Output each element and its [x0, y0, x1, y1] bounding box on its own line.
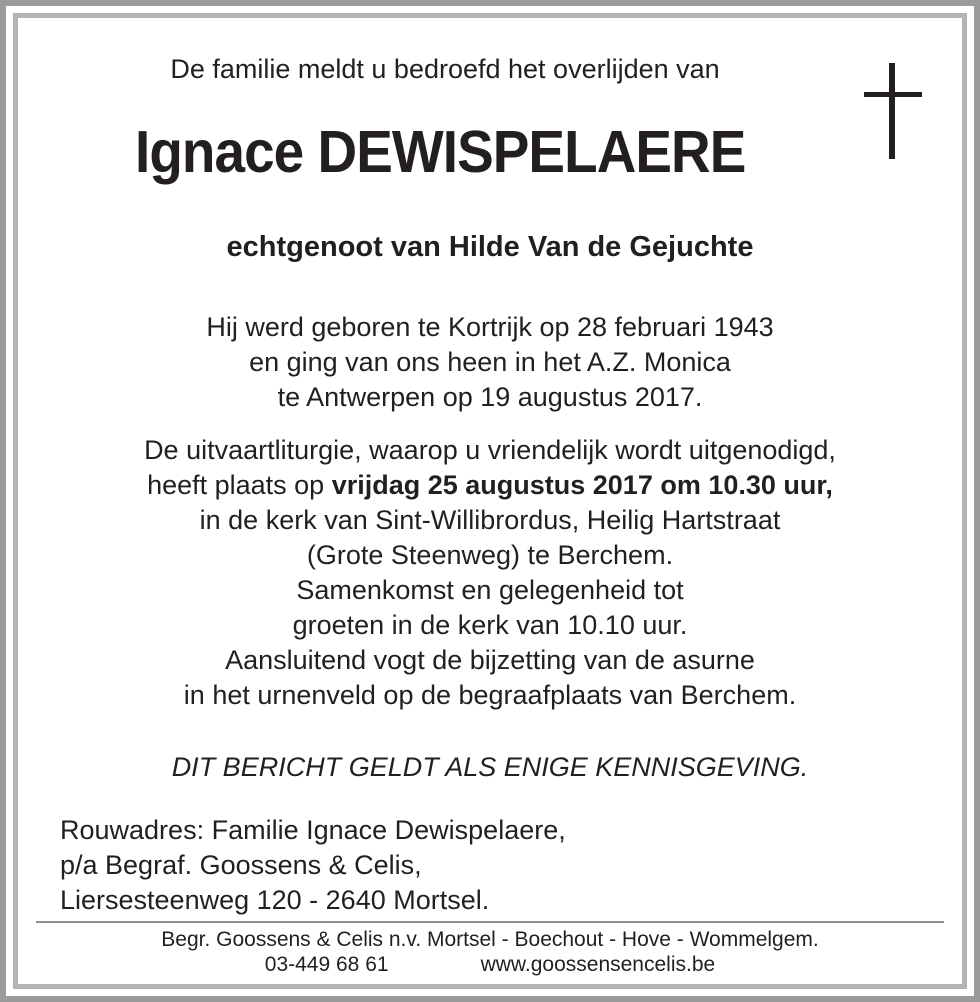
ceremony-line: (Grote Steenweg) te Berchem. — [306, 540, 674, 570]
ceremony-date-line — [0, 468, 980, 503]
mourning-address — [60, 813, 566, 918]
bio-line: te Antwerpen op 19 augustus 2017. — [277, 382, 703, 412]
bio-paragraph — [0, 310, 980, 415]
address-line: p/a Begraf. Goossens & Celis, — [60, 850, 422, 880]
ceremony-line: Samenkomst en gelegenheid tot — [296, 575, 684, 605]
bio-line: en ging van ons heen in het A.Z. Monica — [249, 347, 731, 377]
intro-text: De familie meldt u bedroefd het overlijden van — [170, 54, 720, 84]
footer-phone: 03-449 68 61 — [264, 953, 389, 976]
ceremony-line: groeten in de kerk van 10.10 uur. — [292, 610, 688, 640]
footer-contact — [0, 952, 980, 977]
address-line: Liersesteenweg 120 - 2640 Mortsel. — [60, 885, 490, 915]
ceremony-paragraph — [0, 433, 980, 713]
ceremony-datetime: vrijdag 25 augustus 2017 om 10.30 uur, — [331, 470, 833, 500]
ceremony-line: De uitvaartliturgie, waarop u vriendelijk wordt uitgenodigd, — [144, 435, 836, 465]
footer-company: Begr. Goossens & Celis n.v. Mortsel - Boechout - Hove - Wommelgem. — [161, 928, 819, 951]
ceremony-line: in de kerk van Sint-Willibrordus, Heilig Hartstraat — [199, 505, 781, 535]
address-line: Rouwadres: Familie Ignace Dewispelaere, — [60, 815, 566, 845]
notice-text: DIT BERICHT GELDT ALS ENIGE KENNISGEVING. — [171, 752, 809, 782]
deceased-name: Ignace DEWISPELAERE — [135, 119, 746, 185]
ceremony-prefix: heeft plaats op — [147, 470, 332, 500]
ceremony-line: Aansluitend vogt de bijzetting van de asurne — [225, 645, 755, 675]
ceremony-line: in het urnenveld op de begraafplaats van Berchem. — [183, 680, 797, 710]
cross-icon — [864, 63, 922, 159]
bio-line: Hij werd geboren te Kortrijk op 28 februari 1943 — [206, 312, 774, 342]
footer-website: www.goossensencelis.be — [480, 953, 716, 976]
footer-divider — [36, 921, 944, 923]
spouse-line: echtgenoot van Hilde Van de Gejuchte — [226, 231, 754, 263]
